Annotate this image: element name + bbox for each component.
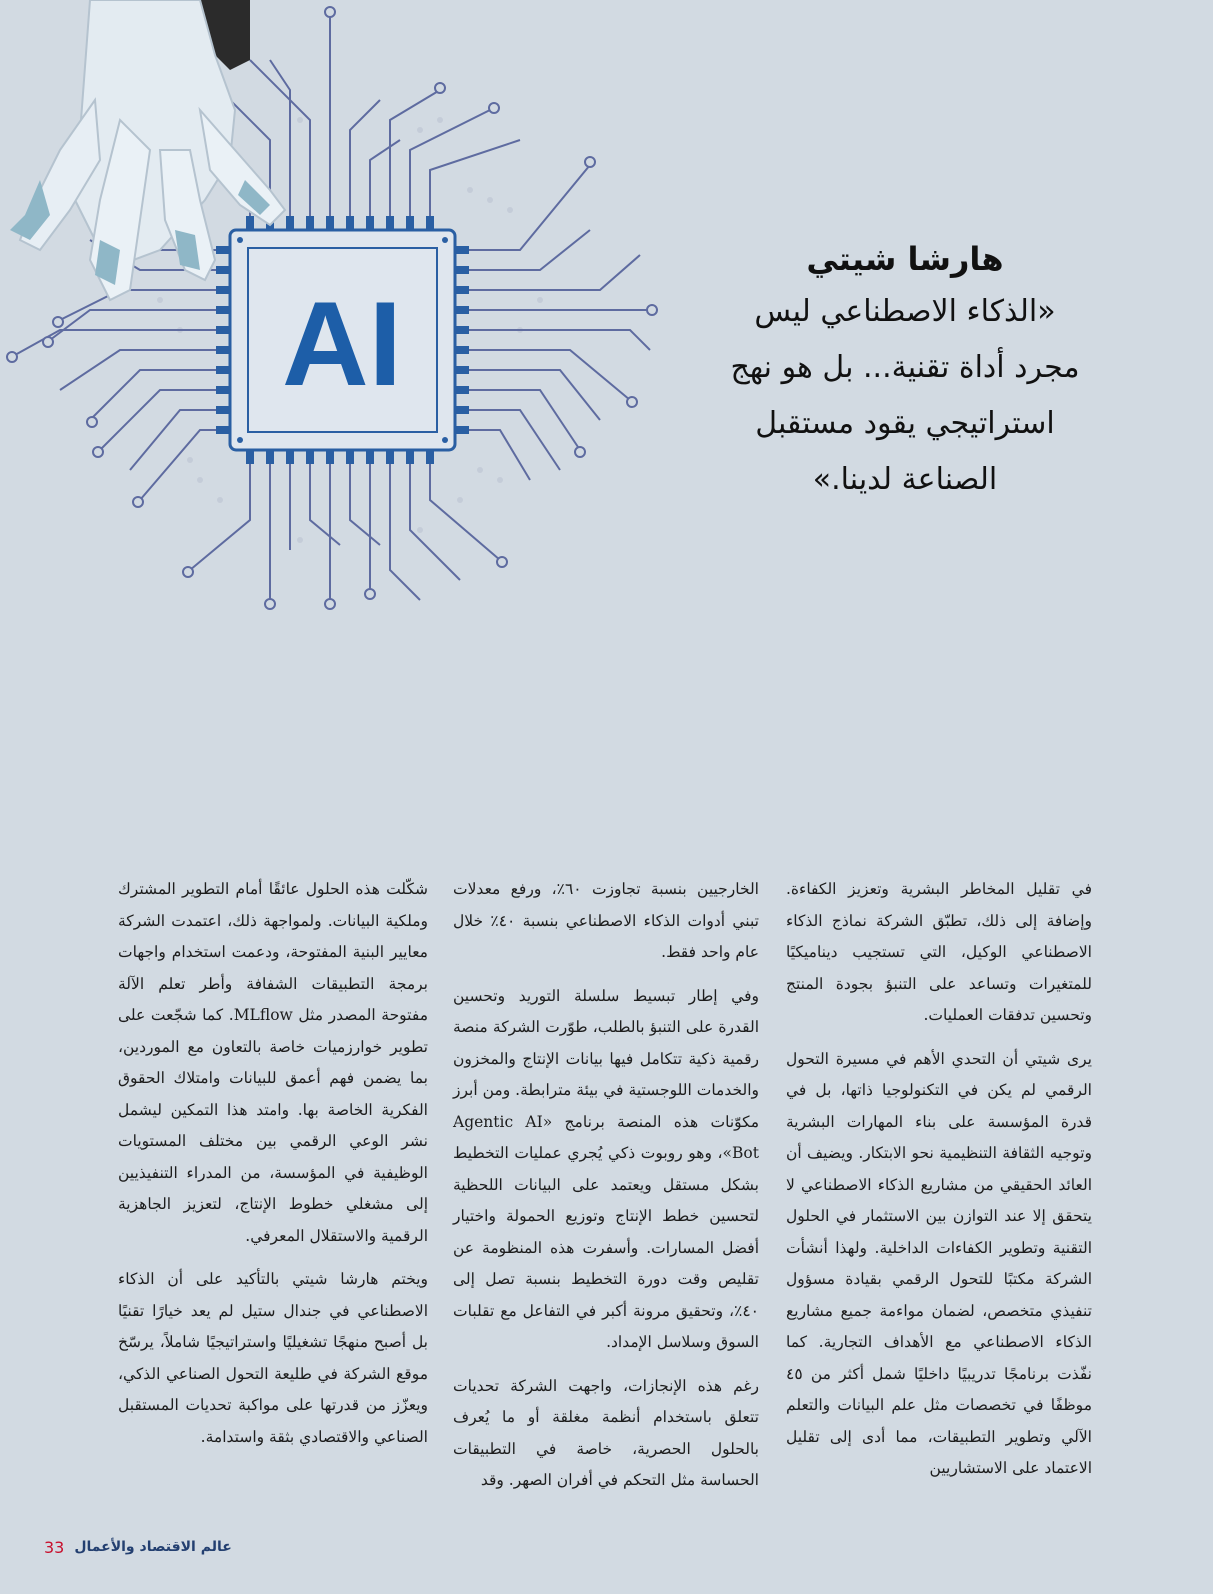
quote-line: مجرد أداة تقنية... بل هو نهج (730, 350, 1080, 385)
body-paragraph: رغم هذه الإنجازات، واجهت الشركة تحديات تتعلق باستخدام أنظمة مغلقة أو ما يُعرف بالحلول الحصرية، خاصة في التطبيقات الحساسة مثل التحكم في أفران الصهر. وقد (453, 1376, 759, 1489)
magazine-name: عالم الاقتصاد والأعمال (74, 1539, 232, 1555)
article-headline (690, 240, 1120, 508)
body-paragraph: الخارجيين بنسبة تجاوزت ٦٠٪، ورفع معدلات تبني أدوات الذكاء الاصطناعي بنسبة ٤٠٪ خلال عام واحد فقط. (453, 880, 759, 961)
text-column-2 (453, 874, 760, 1489)
body-paragraph: يرى شيتي أن التحدي الأهم في مسيرة التحول الرقمي لم يكن في التكنولوجيا ذاتها، بل في قدرة المؤسسة على بناء المهارات البشرية وتوجيه الثقافة التنظيمية نحو الابتكار. ويضيف أن العائد الحقيقي من مشاريع الذكاء الاصطناعي لا يتحقق إلا عند التوازن بين الاستثمار في الحلول التقنية وتطوير الكفاءات الداخلية. ولهذا أنشأت الشركة مكتبًا للتحول الرقمي بقيادة مسؤول تنفيذي متخصص، لضمان مواءمة جميع مشاريع الذكاء الاصطناعي مع الأهداف التجارية. كما نفّذت برنامجًا تدريبيًا داخليًا شمل أكثر من ٤٥ موظفًا في تخصصات مثل علم البيانات والتعلم الآلي وتطوير التطبيقات، مما أدى إلى تقليل الاعتماد على الاستشاريين (786, 1049, 1092, 1477)
quote-line: استراتيجي يقود مستقبل (755, 406, 1055, 441)
text-column-3 (118, 874, 428, 1484)
text-column-1 (786, 874, 1092, 1484)
page-number: 33 (44, 1537, 65, 1557)
chip-label: AI (282, 277, 402, 411)
page-footer (44, 1535, 232, 1559)
circuit-board-graphic (0, 0, 720, 640)
body-paragraph: شكّلت هذه الحلول عائقًا أمام التطوير المشترك وملكية البيانات. ولمواجهة ذلك، اعتمدت الشركة معايير البنية المفتوحة، ودعمت استخدام واجهات برمجة التطبيقات الشفافة وأطر تعلم الآلة مفتوحة المصدر مثل MLflow. كما شجّعت على تطوير خوارزميات خاصة بالتعاون مع الموردين، بما يضمن فهم أعمق للبيانات وامتلاك الحقوق الفكرية الخاصة بها. وامتد هذا التمكين ليشمل نشر الوعي الرقمي بين مختلف المستويات الوظيفية في المؤسسة، من المدراء التنفيذيين إلى مشغلي خطوط الإنتاج، لتعزيز الجاهزية الرقمية والاستقلال المعرفي. (118, 880, 428, 1245)
quote-line: «الذكاء الاصطناعي ليس (754, 294, 1056, 329)
speaker-name: هارشا شيتي (806, 240, 1004, 278)
body-paragraph: ويختم هارشا شيتي بالتأكيد على أن الذكاء الاصطناعي في جندال ستيل لم يعد خيارًا تقنيًا بل أصبح منهجًا تشغيليًا واستراتيجيًا شاملاً، يرسّخ موقع الشركة في طليعة التحول الصناعي الذكي، ويعزّز من قدرتها على مواكبة تحديات المستقبل الصناعي والاقتصادي بثقة واستدامة. (118, 1270, 428, 1446)
body-paragraph: في تقليل المخاطر البشرية وتعزيز الكفاءة. وإضافة إلى ذلك، تطبّق الشركة نماذج الذكاء الاصطناعي الوكيل، التي تستجيب ديناميكيًا للمتغيرات وتساعد على التنبؤ بجودة المنتج وتحسين تدفقات العمليات. (786, 880, 1092, 1024)
body-paragraph: وفي إطار تبسيط سلسلة التوريد وتحسين القدرة على التنبؤ بالطلب، طوّرت الشركة منصة رقمية ذكية تتكامل فيها بيانات الإنتاج والمخزون والخدمات اللوجستية في بيئة مترابطة. ومن أبرز مكوّنات هذه المنصة برنامج «Agentic AI Bot»، وهو روبوت ذكي يُجري عمليات التخطيط بشكل مستقل ويعتمد على البيانات اللحظية لتحسين خطط الإنتاج وتوزيع الحمولة واختيار أفضل المسارات. وأسفرت هذه المنظومة عن تقليص وقت دورة التخطيط بنسبة تصل إلى ٤٠٪، وتحقيق مرونة أكبر في التفاعل مع تقلبات السوق وسلاسل الإمداد. (453, 986, 760, 1351)
ai-chip-illustration (0, 0, 720, 640)
pull-quote (690, 284, 1120, 508)
quote-line: الصناعة لدينا.» (812, 462, 998, 497)
